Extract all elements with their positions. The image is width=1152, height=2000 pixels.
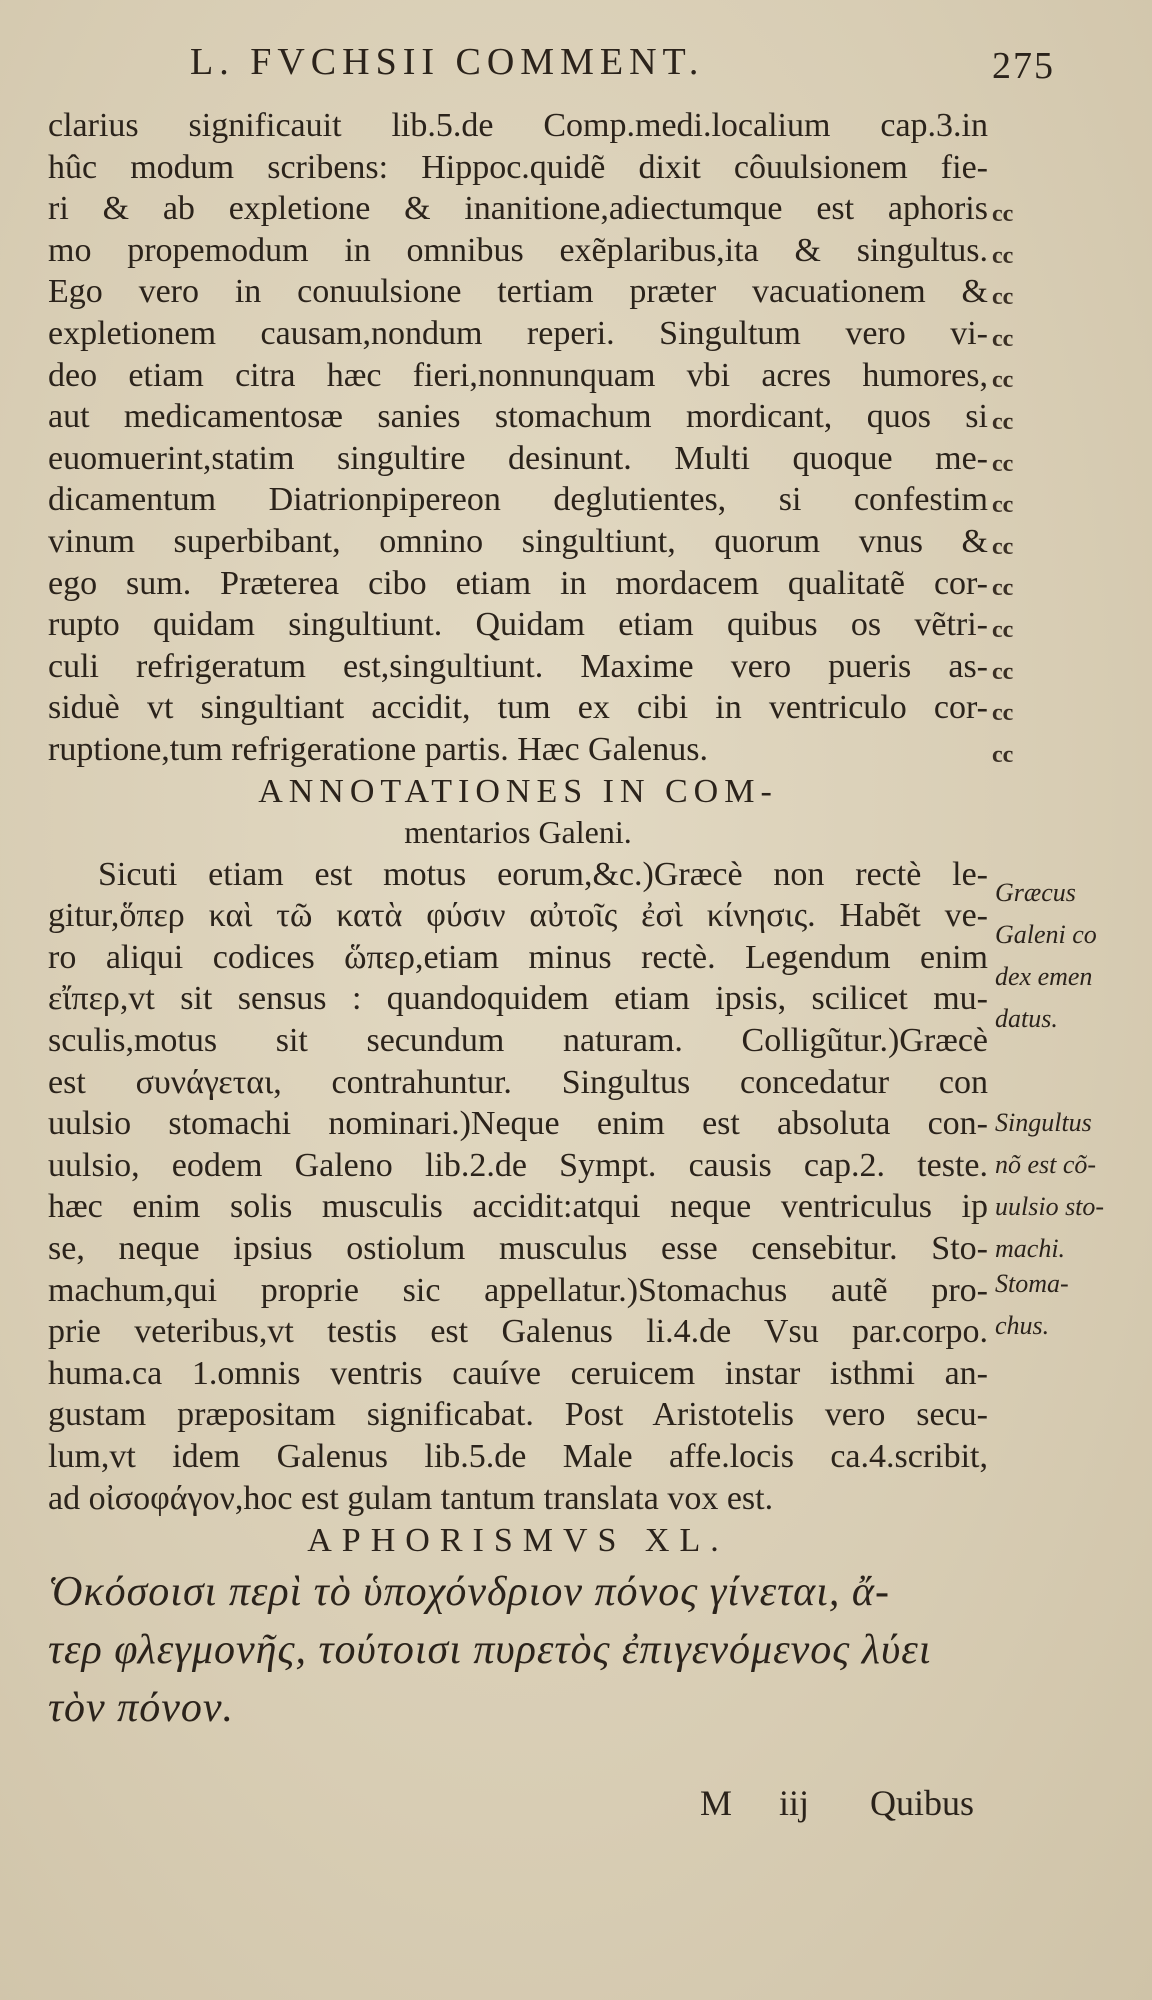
- text-line: ad οἰσοφάγον,hoc est gulam tantum translata vox est.: [48, 1479, 774, 1517]
- text-line: rupto quidam singultiunt. Quidam etiam quibus os vẽtri-: [48, 606, 988, 644]
- marginal-note-line: dex emen: [995, 962, 1093, 991]
- quotation-mark: cc: [992, 575, 1014, 602]
- marginal-note-line: datus.: [995, 1004, 1058, 1033]
- text-line: sculis,motus sit secundum naturam. Colligũtur.)Græcè: [48, 1022, 988, 1060]
- quotation-mark: cc: [992, 700, 1014, 727]
- quotation-mark: cc: [992, 616, 1014, 643]
- text-line: vinum superbibant, omnino singultiunt, quorum vnus &: [48, 522, 988, 560]
- text-line: expletionem causam,nondum reperi. Singultum vero vi-: [48, 314, 988, 352]
- quotation-mark: cc: [992, 408, 1014, 435]
- signature-number: iij: [779, 1783, 810, 1823]
- text-line: culi refrigeratum est,singultiunt. Maxime vero pueris as-: [48, 647, 988, 685]
- quotation-mark: cc: [992, 367, 1014, 394]
- text-line: ruptione,tum refrigeratione partis. Hæc Galenus.: [48, 730, 708, 768]
- text-line: lum,vt idem Galenus lib.5.de Male affe.locis ca.4.scribit,: [48, 1438, 988, 1475]
- page-header: [190, 40, 1090, 100]
- text-line: ego sum. Præterea cibo etiam in mordacem qualitatẽ cor-: [48, 564, 988, 602]
- aphorism-title: APHORISMVS XL.: [307, 1522, 729, 1560]
- text-line: ro aliqui codices ὥπερ,etiam minus rectè. Legendum enim: [48, 938, 988, 976]
- quotation-mark: cc: [992, 533, 1014, 560]
- text-line: deo etiam citra hæc fieri,nonnunquam vbi acres humores,: [48, 356, 988, 394]
- quotation-mark: cc: [992, 492, 1014, 519]
- marginal-note-line: chus.: [995, 1311, 1050, 1340]
- aphorism-greek-text: [48, 1563, 988, 1737]
- signature-letter: M: [700, 1783, 733, 1823]
- quotation-mark: cc: [992, 741, 1014, 768]
- quotation-mark: cc: [992, 450, 1014, 477]
- annotations-heading: ANNOTATIONES IN COM-: [258, 772, 778, 810]
- text-line: ri & ab expletione & inanitione,adiectumque est aphoris: [48, 190, 988, 228]
- text-line: uulsio, eodem Galeno lib.2.de Sympt. causis cap.2. teste.: [48, 1146, 988, 1184]
- text-line: gitur,ὅπερ καὶ τῶ κατὰ φύσιν αὐτοῖς ἐσὶ κίνησις. Habẽt ve-: [48, 897, 988, 935]
- marginal-note-graecus: [995, 872, 1145, 1040]
- annotations-subheading: mentarios Galeni.: [404, 814, 632, 851]
- main-text-block: [48, 105, 988, 1737]
- marginal-note-line: Galeni co: [995, 920, 1097, 949]
- text-line: siduè vt singultiant accidit, tum ex cibi in ventriculo cor-: [48, 689, 988, 727]
- text-line: dicamentum Diatrionpipereon deglutientes, si confestim: [48, 481, 988, 519]
- text-line: prie veteribus,vt testis est Galenus li.4.de Vsu par.corpo.: [48, 1313, 988, 1351]
- marginal-note-line: Stoma-: [995, 1269, 1069, 1298]
- quotation-mark: cc: [992, 658, 1014, 685]
- text-line: est συνάγεται, contrahuntur. Singultus concedatur con: [48, 1063, 988, 1101]
- galen-quotation: [48, 105, 988, 771]
- page-number: 275: [992, 45, 1055, 87]
- text-line: εἴπερ,vt sit sensus : quandoquidem etiam ipsis, scilicet mu-: [48, 980, 988, 1018]
- marginal-note-stomachus: [995, 1263, 1145, 1347]
- quotation-mark: cc: [992, 284, 1014, 311]
- quotation-marks-column: [992, 194, 1032, 776]
- text-line: hûc modum scribens: Hippoc.quidẽ dixit côuulsionem fie-: [48, 148, 988, 186]
- text-line: Ego vero in conuulsione tertiam præter vacuationem &: [48, 273, 988, 311]
- catchword: Quibus: [870, 1783, 975, 1823]
- text-line: gustam præpositam significabat. Post Aristotelis vero secu-: [48, 1396, 988, 1434]
- quotation-mark: cc: [992, 325, 1014, 352]
- running-title: L. FVCHSII COMMENT.: [190, 41, 705, 83]
- signature-mark: [700, 1782, 847, 1824]
- marginal-note-line: nõ est cõ-: [995, 1150, 1097, 1179]
- greek-line: τερ φλεγμονῆς, τούτοισι πυρετὸς ἐπιγενόμενος λύει: [48, 1627, 932, 1674]
- text-line: machum,qui proprie sic appellatur.)Stomachus autẽ pro-: [48, 1271, 988, 1309]
- text-line: uulsio stomachi nominari.)Neque enim est absoluta con-: [48, 1105, 988, 1143]
- marginal-note-singultus: [995, 1102, 1145, 1270]
- text-line: Sicuti etiam est motus eorum,&c.)Græcè non rectè le-: [98, 855, 988, 893]
- greek-line: τὸν πόνον.: [48, 1685, 234, 1732]
- quotation-mark: cc: [992, 201, 1014, 227]
- text-line: mo propemodum in omnibus exẽplaribus,ita & singultus.: [48, 231, 988, 269]
- marginal-note-line: uulsio sto-: [995, 1192, 1105, 1221]
- marginal-note-line: machi.: [995, 1234, 1066, 1263]
- marginal-note-line: Singultus: [995, 1108, 1092, 1137]
- annotations-text: [48, 854, 988, 1520]
- text-line: clarius significauit lib.5.de Comp.medi.localium cap.3.in: [48, 107, 988, 144]
- text-line: euomuerint,statim singultire desinunt. Multi quoque me-: [48, 439, 988, 477]
- marginal-note-line: Græcus: [995, 878, 1076, 907]
- greek-line: Ὁκόσοισι περὶ τὸ ὑποχόνδριον πόνος γίνεται, ἄ-: [48, 1569, 890, 1616]
- text-line: hæc enim solis musculis accidit:atqui neque ventriculus ip: [48, 1188, 988, 1226]
- text-line: huma.ca 1.omnis ventris cauíve ceruicem instar isthmi an-: [48, 1354, 988, 1392]
- quotation-mark: cc: [992, 242, 1014, 269]
- text-line: se, neque ipsius ostiolum musculus esse censebitur. Sto-: [48, 1230, 988, 1268]
- text-line: aut medicamentosæ sanies stomachum mordicant, quos si: [48, 398, 988, 436]
